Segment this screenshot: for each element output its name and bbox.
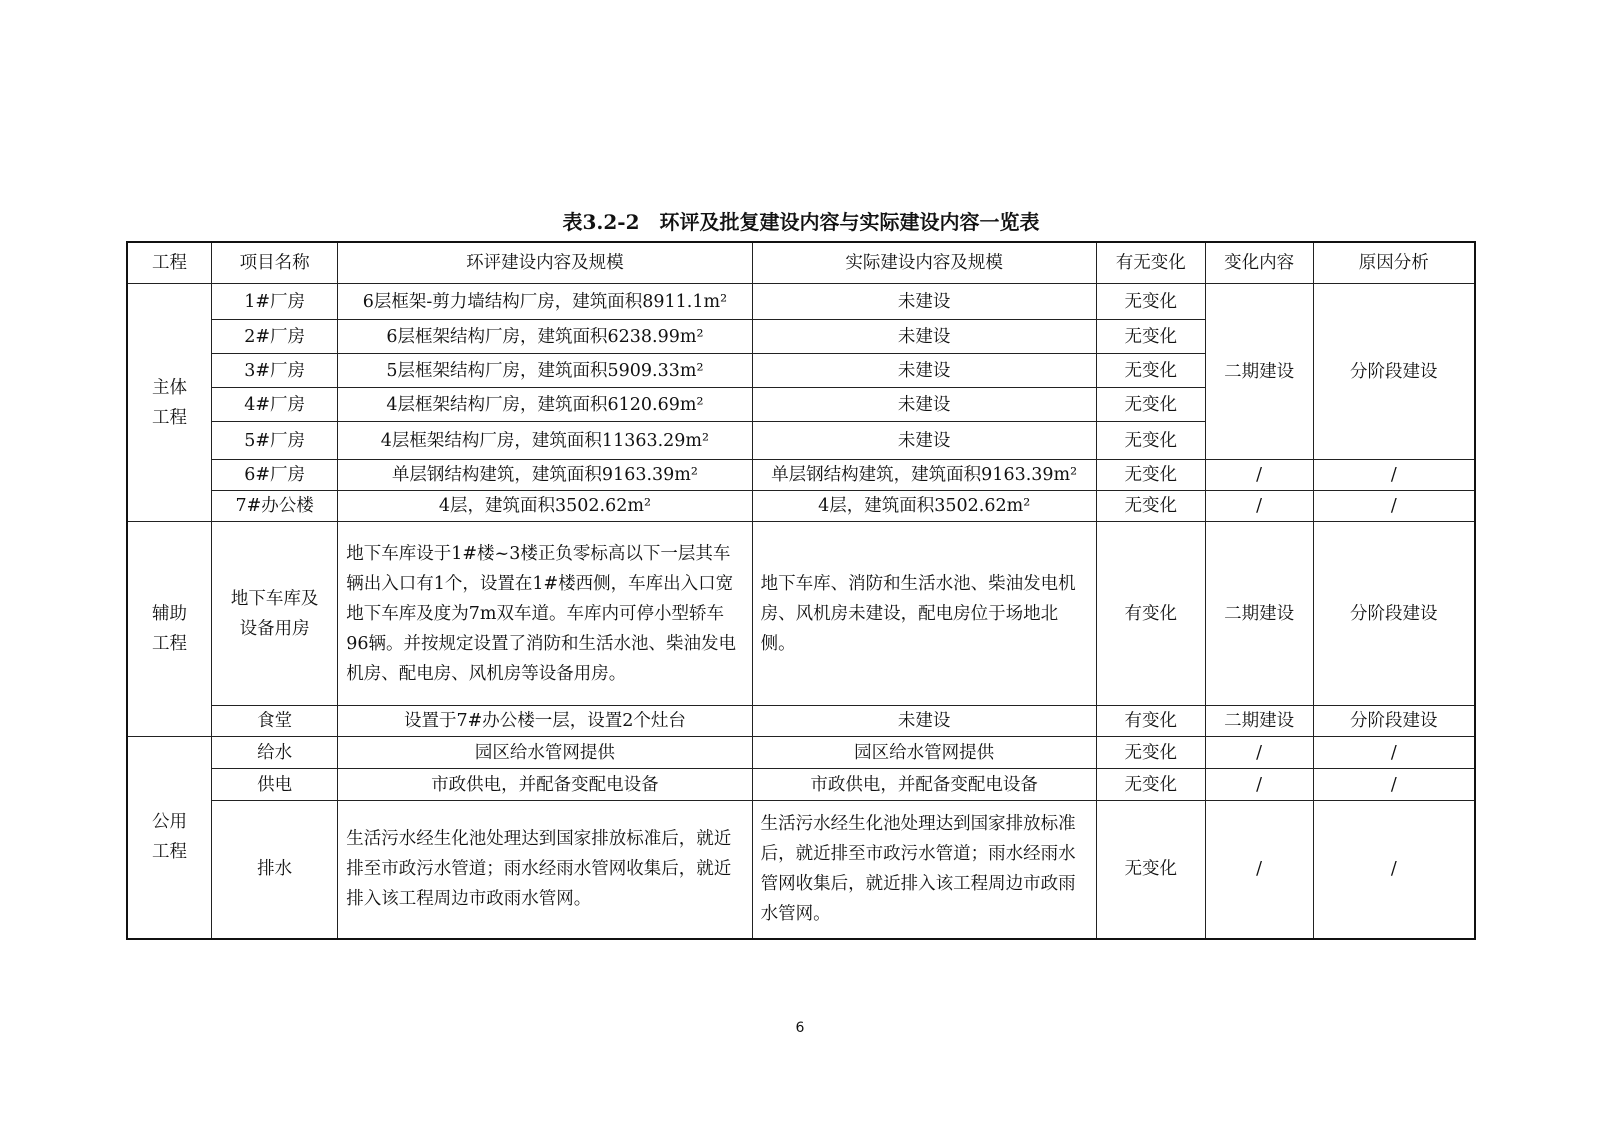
eia-cell: 5层框架结构厂房，建筑面积5909.33m² [338,354,752,388]
item-name-cell: 4#厂房 [212,388,338,422]
item-name-cell: 2#厂房 [212,320,338,354]
header-cell-change-content: 变化内容 [1205,242,1313,284]
item-name-cell: 供电 [212,769,338,801]
item-name-cell: 6#厂房 [212,460,338,491]
change-content-cell: 二期建设 [1205,522,1313,706]
change-cell: 无变化 [1096,460,1205,491]
table-row [127,801,1475,939]
table-row [127,491,1475,522]
item-name-cell: 食堂 [212,706,338,737]
change-content-cell: / [1205,801,1313,939]
reason-cell: / [1313,737,1475,769]
change-cell: 无变化 [1096,769,1205,801]
eia-cell: 园区给水管网提供 [338,737,752,769]
item-name-cell: 排水 [212,801,338,939]
header-cell-change: 有无变化 [1096,242,1205,284]
reason-cell: / [1313,769,1475,801]
eia-cell: 4层，建筑面积3502.62m² [338,491,752,522]
eia-cell: 生活污水经生化池处理达到国家排放标准后，就近排至市政污水管道；雨水经雨水管网收集后，就近排入该工程周边市政雨水管网。 [338,801,752,939]
reason-cell: 分阶段建设 [1313,706,1475,737]
table-row [127,706,1475,737]
group-label: 主体 工程 [152,377,187,428]
change-cell: 无变化 [1096,801,1205,939]
eia-cell: 单层钢结构建筑，建筑面积9163.39m² [338,460,752,491]
group-cell-public [127,737,212,939]
change-cell: 无变化 [1096,354,1205,388]
change-content-cell: / [1205,769,1313,801]
change-content-cell: 二期建设 [1205,706,1313,737]
item-name-cell: 7#办公楼 [212,491,338,522]
reason-cell: / [1313,801,1475,939]
change-content-cell: / [1205,737,1313,769]
group-cell-main [127,284,212,522]
eia-cell: 地下车库设于1#楼~3楼正负零标高以下一层其车辆出入口有1个，设置在1#楼西侧，车库出入口宽地下车库及度为7m双车道。车库内可停小型轿车96辆。并按规定设置了消防和生活水池、柴油发电机房、配电房、风机房等设备用房。 [338,522,752,706]
actual-cell: 未建设 [752,320,1096,354]
change-content-cell: / [1205,460,1313,491]
change-content-cell: / [1205,491,1313,522]
eia-cell: 市政供电，并配备变配电设备 [338,769,752,801]
actual-cell: 生活污水经生化池处理达到国家排放标准后，就近排至市政污水管道；雨水经雨水管网收集后，就近排入该工程周边市政雨水管网。 [752,801,1096,939]
change-cell: 无变化 [1096,388,1205,422]
change-content-cell: 二期建设 [1205,284,1313,460]
item-name-cell: 3#厂房 [212,354,338,388]
change-cell: 无变化 [1096,737,1205,769]
item-name-cell: 给水 [212,737,338,769]
eia-text: 6层框架-剪力墙结构厂房，建筑面积8911.1m² [362,291,728,312]
eia-cell [338,284,752,320]
comparison-table [126,241,1476,940]
change-cell: 无变化 [1096,320,1205,354]
table-row [127,769,1475,801]
reason-cell: 分阶段建设 [1313,522,1475,706]
actual-cell: 地下车库、消防和生活水池、柴油发电机房、风机房未建设，配电房位于场地北侧。 [752,522,1096,706]
table-row [127,460,1475,491]
actual-cell: 园区给水管网提供 [752,737,1096,769]
table-row [127,522,1475,706]
actual-cell: 未建设 [752,422,1096,460]
reason-cell: / [1313,491,1475,522]
change-cell: 无变化 [1096,491,1205,522]
header-cell-actual-content: 实际建设内容及规模 [752,242,1096,284]
group-label: 辅助 工程 [152,604,187,654]
actual-cell: 4层，建筑面积3502.62m² [752,491,1096,522]
eia-cell: 6层框架结构厂房，建筑面积6238.99m² [338,320,752,354]
change-cell: 有变化 [1096,522,1205,706]
table-row [127,284,1475,320]
eia-cell: 4层框架结构厂房，建筑面积6120.69m² [338,388,752,422]
actual-cell: 市政供电，并配备变配电设备 [752,769,1096,801]
item-name-cell [212,522,338,706]
table-title: 表3.2-2 环评及批复建设内容与实际建设内容一览表 [562,210,1040,234]
page-number: 6 [795,1020,805,1036]
actual-cell: 未建设 [752,706,1096,737]
change-cell: 无变化 [1096,284,1205,320]
actual-cell: 未建设 [752,354,1096,388]
item-name-cell: 5#厂房 [212,422,338,460]
actual-cell: 未建设 [752,388,1096,422]
actual-cell: 单层钢结构建筑，建筑面积9163.39m² [752,460,1096,491]
table-row [127,737,1475,769]
header-cell-item-name: 项目名称 [212,242,338,284]
change-cell: 有变化 [1096,706,1205,737]
group-label: 公用 工程 [152,812,187,863]
item-name-text: 地下车库及 设备用房 [230,588,319,639]
eia-cell: 4层框架结构厂房，建筑面积11363.29m² [338,422,752,460]
item-name-cell: 1#厂房 [212,284,338,320]
actual-cell: 未建设 [752,284,1096,320]
header-cell-eia-content: 环评建设内容及规模 [338,242,752,284]
header-cell-project: 工程 [127,242,212,284]
change-cell: 无变化 [1096,422,1205,460]
reason-cell: / [1313,460,1475,491]
reason-cell: 分阶段建设 [1313,284,1475,460]
group-cell-auxiliary [127,522,212,737]
eia-cell: 设置于7#办公楼一层，设置2个灶台 [338,706,752,737]
header-row [127,242,1475,284]
header-cell-reason: 原因分析 [1313,242,1475,284]
